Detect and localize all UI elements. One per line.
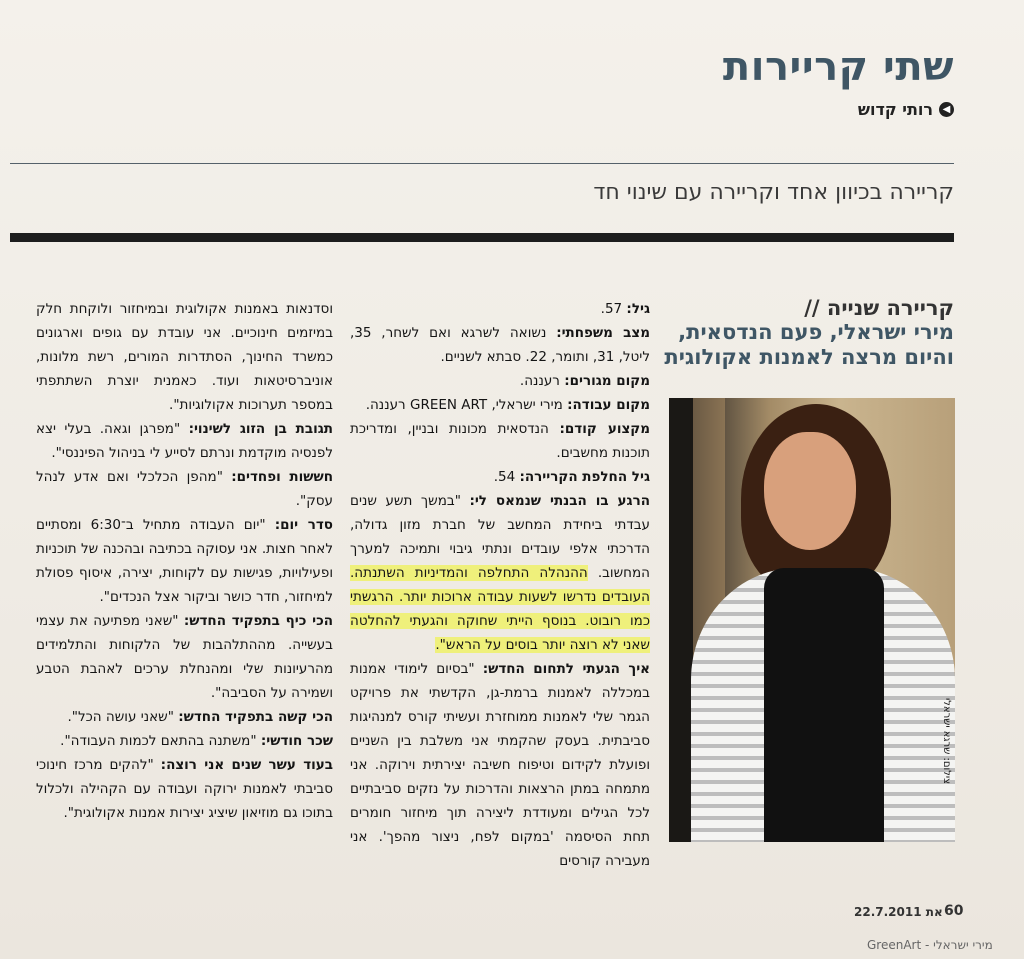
fact-new-field: איך הגעתי לתחום החדש: "בסיום לימודי אמנות במכללה לאמנות ברמת-גן, הקדשתי את פרויקט הגמר שלי לאמנות ממוחזרת ועשיתי קורס למנהיגות סביבתית. בעסק שהקמתי אני משלבת בין השניים ופועלת לקידום וטיפוח חשיבה יצירתית וירוקה. אני מתמחה במתן הרצאות והדרכות על נזקים סביבתיים לכל הגילים ומעודדת ליצירה תוך מיחזור חומרים תחת הסיסמה 'במקום לפח, ניצור מהפך'. אני מעבירה קורסים bbox=[350, 661, 650, 869]
fact-hardest-part: הכי קשה בתפקיד החדש: "שאני עושה הכל". bbox=[67, 709, 333, 725]
article-column-middle bbox=[350, 297, 650, 873]
author-name: רותי קדוש bbox=[857, 100, 933, 119]
issue-date: 22.7.2011 את bbox=[854, 905, 943, 919]
fact-age: גיל: 57. bbox=[600, 301, 650, 317]
divider-thick bbox=[10, 233, 954, 242]
fact-daily-schedule: סדר יום: "יום העבודה מתחיל ב־6:30 ומסתיים לאחר חצות. אני עסוקה בכתיבה ובהכנה של תוכניות ופעילויות, פגישות עם לקוחות, יצירה, איסוף פסולת למיחזור, חדר כושר וביקור אצל הנכדים". bbox=[36, 517, 333, 605]
fact-salary: שכר חודשי: "משתנה בהתאם לכמות העבודה". bbox=[60, 733, 333, 749]
page-number: 60 bbox=[944, 903, 964, 919]
page-title: שתי קריירות bbox=[722, 44, 954, 90]
watermark: מירי ישראלי - GreenArt bbox=[867, 938, 993, 952]
continued-text: וסדנאות באמנות אקולוגית ובמיחזור ולוקחת חלק במיזמים חינוכיים. אני עובדת עם גופים וארגונים כמשרד החינוך, הסתדרות המורים, רשת מלונות, אוניברסיטאות ועוד. כאמנית יוצרת השתתפתי במספר תערוכות אקולוגיות". bbox=[36, 301, 333, 413]
fact-spouse-reaction: תגובת בן הזוג לשינוי: "מפרגן וגאה. בעלי יצא לפנסיה מוקדמת ונרתם לסייע לי בניהול הפיננסי". bbox=[36, 421, 333, 461]
photo-credit: צילום: שרגא ישראלי bbox=[941, 698, 952, 785]
byline bbox=[858, 100, 954, 119]
fact-family: מצב משפחתי: נשואה לשרגא ואם לשחר, 35, ליטל, 31, ותומר, 22. סבתא לשניים. bbox=[350, 325, 650, 365]
article-column-left bbox=[36, 297, 333, 825]
sidebar-kicker: קריירה שנייה // bbox=[804, 296, 954, 320]
portrait-photo bbox=[669, 398, 955, 842]
fact-prev-profession: מקצוע קודם: הנדסאית מכונות ובניין, ומדריכת תוכנות מחשבים. bbox=[350, 421, 650, 461]
fact-switch-age: גיל החלפת הקריירה: 54. bbox=[493, 469, 650, 485]
divider-thin bbox=[10, 163, 954, 164]
fact-ten-years: בעוד עשר שנים אני רוצה: "להקים מרכז חינוכי סביבתי לאמנות ירוקה ועבודה עם הקהילה ולכלול בתוכו גם מוזיאון שיציג יצירות אמנות אקולוגית". bbox=[36, 757, 333, 821]
highlighted-text: ההנהלה התחלפה והמדיניות השתנתה. העובדים נדרשו לשעות עבודה ארוכות יותר. הרגשתי כמו רובוט. בנוסף הייתי שחוקה והגעתי להחלטה שאני לא רוצה יותר בוסים על הראש". bbox=[350, 565, 650, 653]
fact-best-part: הכי כיף בתפקיד החדש: "שאני מפתיעה את עצמי בעשייה. מההתלהבות של הלקוחות והתלמידים מהרעיונות שלי ומהנחלת ערכים לאהבת הטבע ושמירה על הסביבה". bbox=[36, 613, 333, 701]
sidebar-headline: מירי ישראלי, פעם הנדסאית, והיום מרצה לאמנות אקולוגית bbox=[664, 320, 954, 369]
fact-turning-point: הרגע בו הבנתי שנמאס לי: "במשך תשע שנים עבדתי ביחידת המחשב של חברת מזון גדולה, הדרכתי אלפי עובדים ונתתי גיבוי ותמיכה למערך המחשוב. ההנהלה התחלפה והמדיניות השתנתה. העובדים נדרשו לשעות עבודה ארוכות יותר. הרגשתי כמו רובוט. בנוסף הייתי שחוקה והגעתי להחלטה שאני לא רוצה יותר בוסים על הראש". bbox=[350, 493, 650, 653]
chevron-left-icon: ◀ bbox=[939, 102, 954, 117]
article-subtitle: קריירה בכיוון אחד וקריירה עם שינוי חד bbox=[593, 180, 954, 205]
fact-workplace: מקום עבודה: מירי ישראלי, GREEN ART רעננה. bbox=[365, 397, 650, 413]
fact-fears: חששות ופחדים: "מהפן הכלכלי ואם אדע לנהל עסק". bbox=[36, 469, 333, 509]
fact-residence: מקום מגורים: רעננה. bbox=[519, 373, 650, 389]
